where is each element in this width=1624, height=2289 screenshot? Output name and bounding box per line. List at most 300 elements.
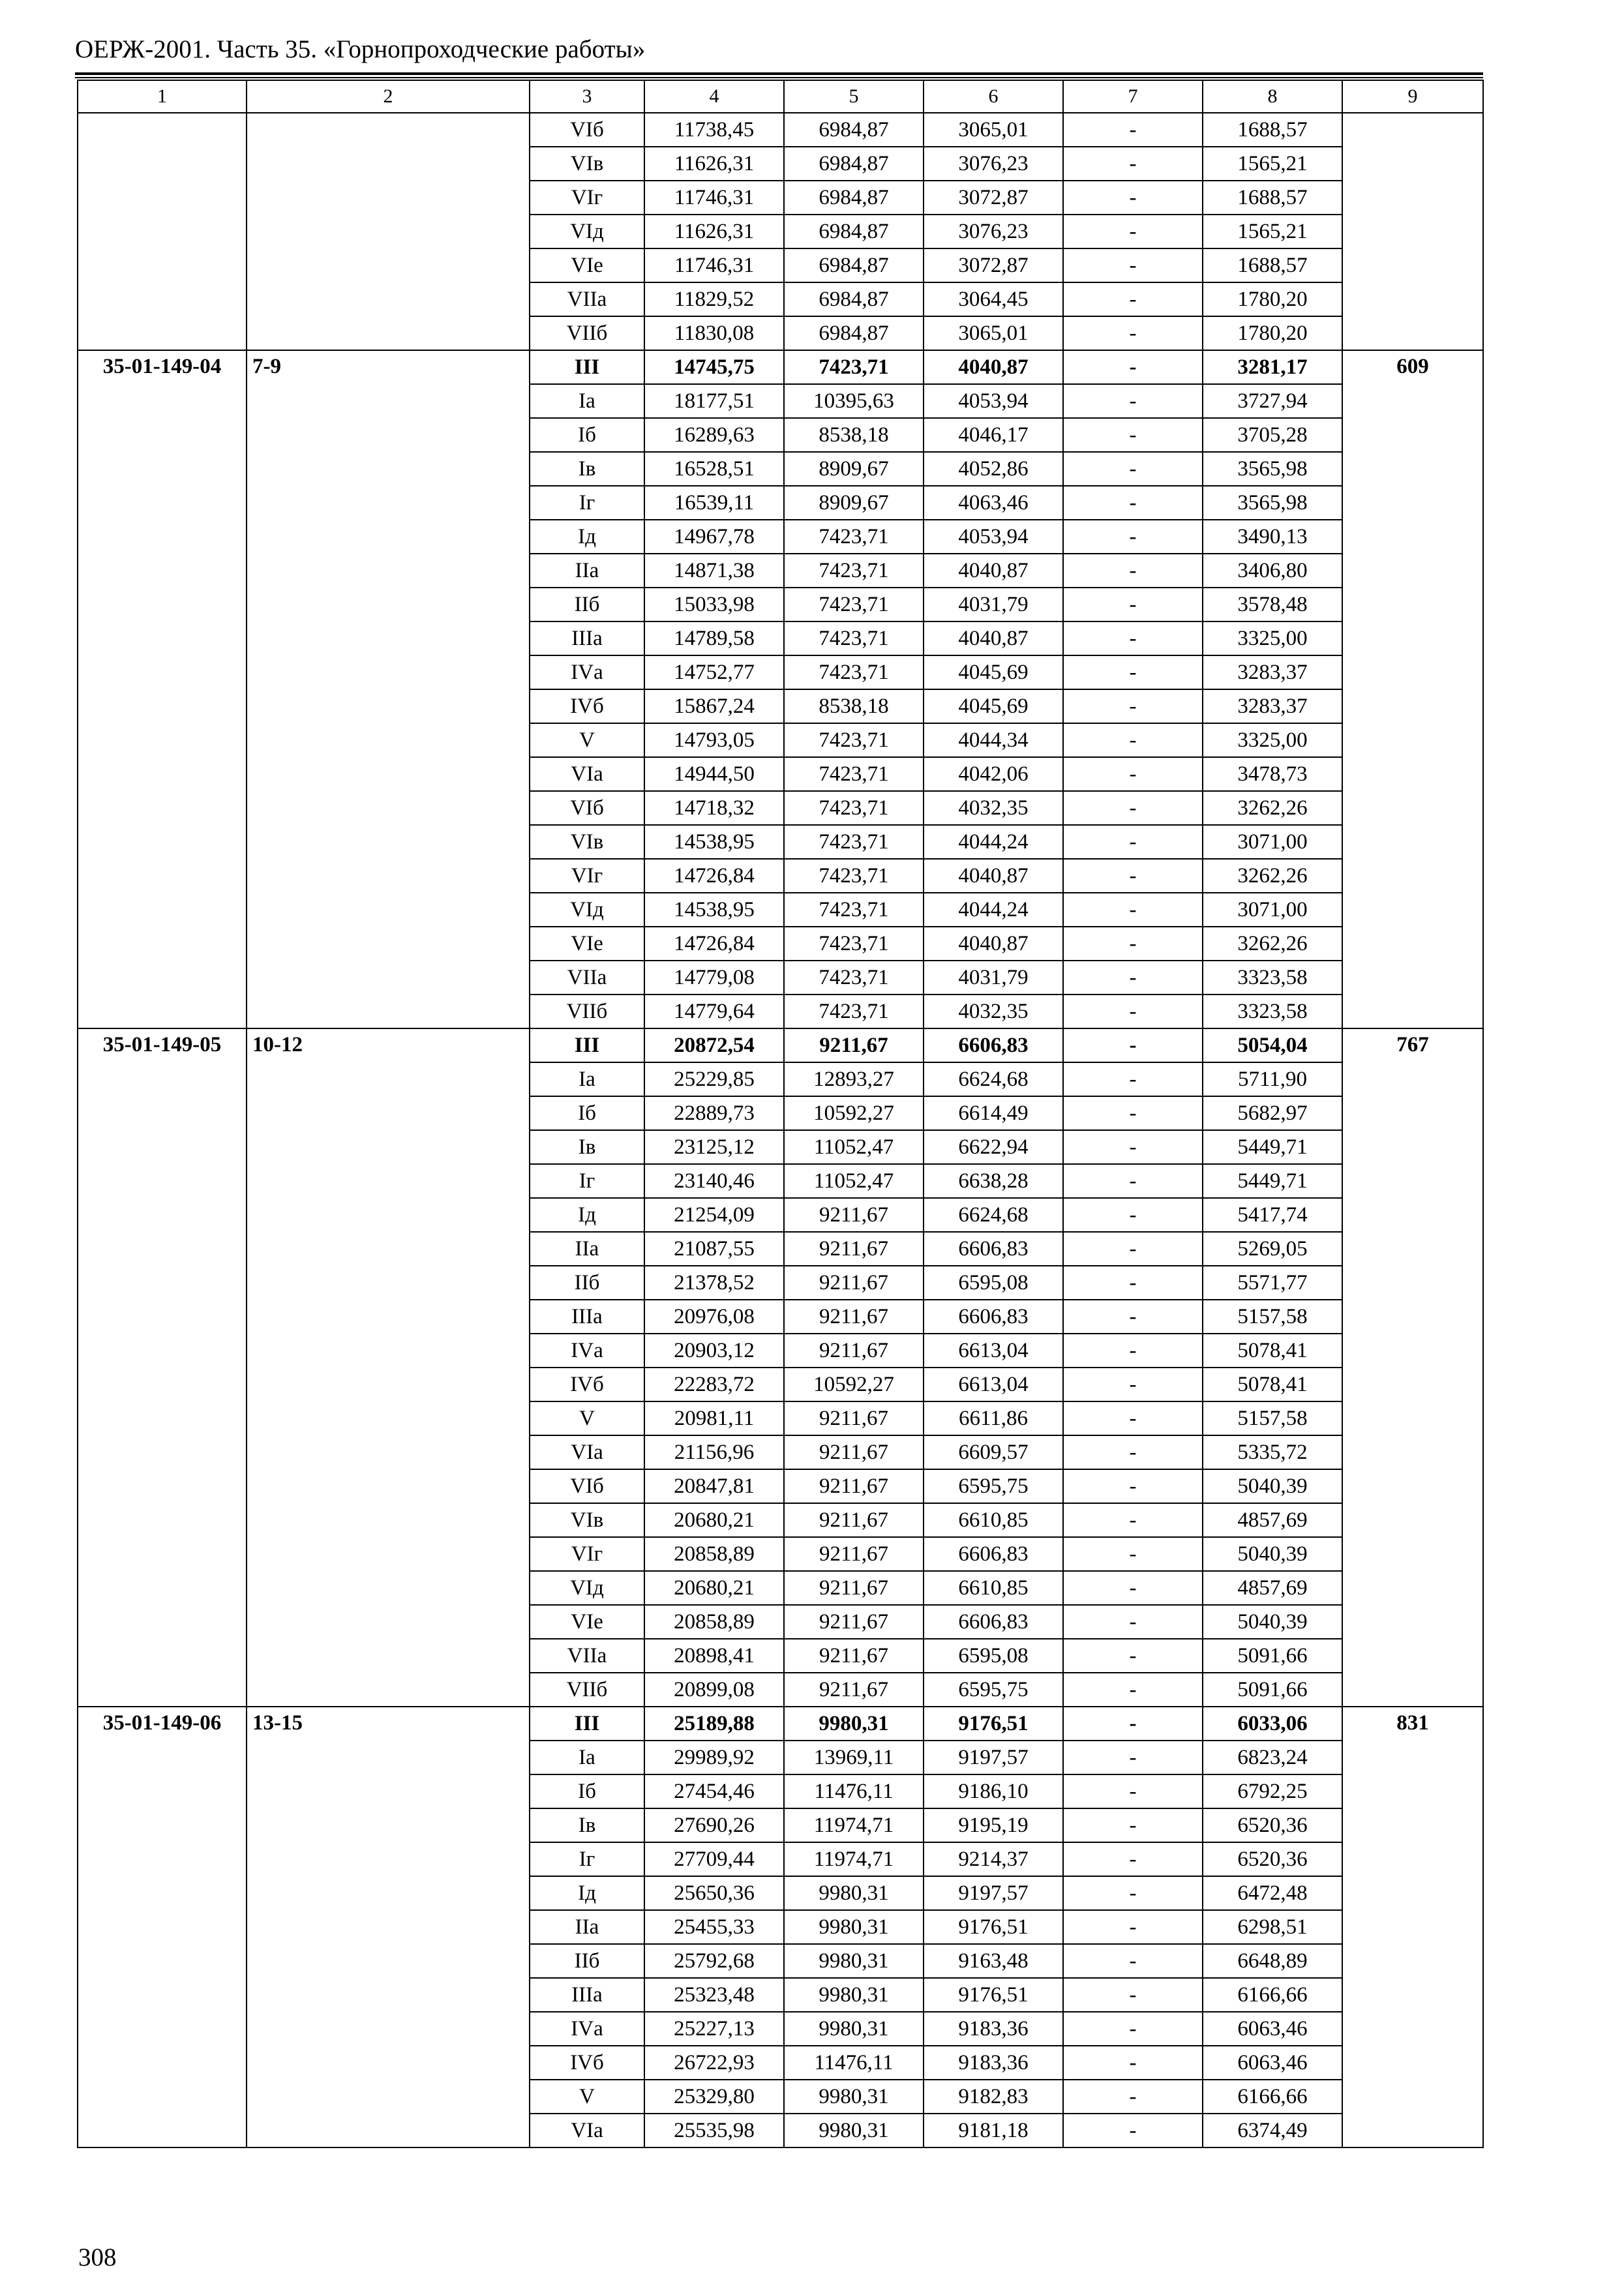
- materials-cell: 6166,66: [1203, 2080, 1342, 2114]
- machine-cost-cell: 6611,86: [924, 1401, 1063, 1435]
- position-cell: IIIа: [530, 621, 644, 655]
- total-cost-cell: 22889,73: [644, 1096, 784, 1130]
- materials-cell: 5335,72: [1203, 1435, 1342, 1469]
- total-cost-cell: 11626,31: [644, 147, 784, 181]
- materials-cell: 3323,58: [1203, 961, 1342, 995]
- materials-cell: 4857,69: [1203, 1503, 1342, 1537]
- materials-cell: 3578,48: [1203, 588, 1342, 621]
- driver-wages-cell: -: [1063, 1232, 1203, 1266]
- column-number-cell: 1: [78, 80, 247, 113]
- wages-cell: 9211,67: [784, 1605, 924, 1639]
- total-cost-cell: 25650,36: [644, 1876, 784, 1910]
- machine-cost-cell: 4031,79: [924, 588, 1063, 621]
- position-cell: VIб: [530, 1469, 644, 1503]
- machine-cost-cell: 3072,87: [924, 248, 1063, 282]
- machine-cost-cell: 9176,51: [924, 1910, 1063, 1944]
- column-number-cell: 7: [1063, 80, 1203, 113]
- materials-cell: 5571,77: [1203, 1266, 1342, 1300]
- wages-cell: 10395,63: [784, 384, 924, 418]
- machine-cost-cell: 4040,87: [924, 859, 1063, 893]
- driver-wages-cell: -: [1063, 452, 1203, 486]
- column-number-cell: 5: [784, 80, 924, 113]
- materials-cell: 3478,73: [1203, 757, 1342, 791]
- driver-wages-cell: -: [1063, 1639, 1203, 1673]
- count-cell: [1342, 113, 1483, 350]
- position-cell: VIIа: [530, 282, 644, 316]
- total-cost-cell: 20903,12: [644, 1334, 784, 1368]
- position-cell: IIа: [530, 554, 644, 588]
- machine-cost-cell: 6595,75: [924, 1469, 1063, 1503]
- machine-cost-cell: 4044,24: [924, 893, 1063, 927]
- driver-wages-cell: -: [1063, 1130, 1203, 1164]
- materials-cell: 3490,13: [1203, 520, 1342, 554]
- position-cell: VIб: [530, 791, 644, 825]
- position-cell: VIв: [530, 825, 644, 859]
- position-cell: IIIа: [530, 1978, 644, 2012]
- wages-cell: 7423,71: [784, 588, 924, 621]
- machine-cost-cell: 6613,04: [924, 1334, 1063, 1368]
- machine-cost-cell: 9181,18: [924, 2114, 1063, 2147]
- materials-cell: 5157,58: [1203, 1300, 1342, 1334]
- driver-wages-cell: -: [1063, 1808, 1203, 1842]
- total-cost-cell: 16539,11: [644, 486, 784, 520]
- wages-cell: 9211,67: [784, 1232, 924, 1266]
- wages-cell: 6984,87: [784, 248, 924, 282]
- materials-cell: 3565,98: [1203, 486, 1342, 520]
- position-cell: VIг: [530, 1537, 644, 1571]
- position-cell: VIв: [530, 1503, 644, 1537]
- machine-cost-cell: 4042,06: [924, 757, 1063, 791]
- materials-cell: 3071,00: [1203, 825, 1342, 859]
- total-cost-cell: 21087,55: [644, 1232, 784, 1266]
- materials-cell: 5682,97: [1203, 1096, 1342, 1130]
- machine-cost-cell: 9163,48: [924, 1944, 1063, 1978]
- wages-cell: 7423,71: [784, 655, 924, 689]
- driver-wages-cell: -: [1063, 2046, 1203, 2080]
- wages-cell: 10592,27: [784, 1368, 924, 1401]
- wages-cell: 9980,31: [784, 2012, 924, 2046]
- driver-wages-cell: -: [1063, 350, 1203, 384]
- machine-cost-cell: 9183,36: [924, 2012, 1063, 2046]
- page-title: ОЕРЖ-2001. Часть 35. «Горнопроходческие работы»: [75, 35, 646, 63]
- materials-cell: 3325,00: [1203, 621, 1342, 655]
- driver-wages-cell: -: [1063, 588, 1203, 621]
- count-cell: 831: [1342, 1707, 1483, 2147]
- position-cell: V: [530, 1401, 644, 1435]
- materials-cell: 1780,20: [1203, 316, 1342, 350]
- driver-wages-cell: -: [1063, 1537, 1203, 1571]
- machine-cost-cell: 4044,34: [924, 723, 1063, 757]
- total-cost-cell: 25535,98: [644, 2114, 784, 2147]
- total-cost-cell: 21378,52: [644, 1266, 784, 1300]
- position-cell: VIд: [530, 893, 644, 927]
- materials-cell: 6033,06: [1203, 1707, 1342, 1741]
- materials-cell: 3262,26: [1203, 927, 1342, 961]
- total-cost-cell: 14718,32: [644, 791, 784, 825]
- total-cost-cell: 16528,51: [644, 452, 784, 486]
- machine-cost-cell: 4032,35: [924, 995, 1063, 1028]
- position-cell: Iа: [530, 1062, 644, 1096]
- materials-cell: 3325,00: [1203, 723, 1342, 757]
- machine-cost-cell: 6606,83: [924, 1300, 1063, 1334]
- materials-cell: 3727,94: [1203, 384, 1342, 418]
- driver-wages-cell: -: [1063, 248, 1203, 282]
- count-cell: 609: [1342, 350, 1483, 1028]
- table-row: [78, 350, 1483, 384]
- total-cost-cell: 18177,51: [644, 384, 784, 418]
- materials-cell: 6823,24: [1203, 1741, 1342, 1774]
- total-cost-cell: 11830,08: [644, 316, 784, 350]
- total-cost-cell: 14538,95: [644, 825, 784, 859]
- total-cost-cell: 29989,92: [644, 1741, 784, 1774]
- total-cost-cell: 14944,50: [644, 757, 784, 791]
- wages-cell: 11476,11: [784, 2046, 924, 2080]
- wages-cell: 11974,71: [784, 1842, 924, 1876]
- driver-wages-cell: -: [1063, 1944, 1203, 1978]
- machine-cost-cell: 3064,45: [924, 282, 1063, 316]
- total-cost-cell: 14967,78: [644, 520, 784, 554]
- driver-wages-cell: -: [1063, 418, 1203, 452]
- total-cost-cell: 14779,64: [644, 995, 784, 1028]
- materials-cell: 1565,21: [1203, 215, 1342, 248]
- position-cell: VIд: [530, 215, 644, 248]
- driver-wages-cell: -: [1063, 1198, 1203, 1232]
- wages-cell: 7423,71: [784, 520, 924, 554]
- machine-cost-cell: 6595,75: [924, 1673, 1063, 1707]
- total-cost-cell: 20680,21: [644, 1503, 784, 1537]
- position-cell: Iв: [530, 1808, 644, 1842]
- position-cell: VIе: [530, 927, 644, 961]
- wages-cell: 9211,67: [784, 1639, 924, 1673]
- machine-cost-cell: 6595,08: [924, 1639, 1063, 1673]
- materials-cell: 3071,00: [1203, 893, 1342, 927]
- machine-cost-cell: 9183,36: [924, 2046, 1063, 2080]
- wages-cell: 9211,67: [784, 1334, 924, 1368]
- materials-cell: 3281,17: [1203, 350, 1342, 384]
- position-cell: IVа: [530, 2012, 644, 2046]
- position-cell: IIа: [530, 1232, 644, 1266]
- driver-wages-cell: -: [1063, 2114, 1203, 2147]
- position-cell: IIб: [530, 588, 644, 621]
- driver-wages-cell: -: [1063, 282, 1203, 316]
- driver-wages-cell: -: [1063, 757, 1203, 791]
- materials-cell: 6374,49: [1203, 2114, 1342, 2147]
- driver-wages-cell: -: [1063, 1774, 1203, 1808]
- driver-wages-cell: -: [1063, 893, 1203, 927]
- range-cell: 10-12: [247, 1028, 530, 1707]
- driver-wages-cell: -: [1063, 1334, 1203, 1368]
- wages-cell: 6984,87: [784, 147, 924, 181]
- total-cost-cell: 11746,31: [644, 248, 784, 282]
- wages-cell: 6984,87: [784, 282, 924, 316]
- materials-cell: 5449,71: [1203, 1164, 1342, 1198]
- machine-cost-cell: 6595,08: [924, 1266, 1063, 1300]
- machine-cost-cell: 4040,87: [924, 927, 1063, 961]
- wages-cell: 9211,67: [784, 1537, 924, 1571]
- code-cell: [78, 113, 247, 350]
- page-number: 308: [78, 2243, 117, 2271]
- materials-cell: 6298,51: [1203, 1910, 1342, 1944]
- materials-cell: 1688,57: [1203, 181, 1342, 215]
- machine-cost-cell: 4053,94: [924, 520, 1063, 554]
- position-cell: III: [530, 350, 644, 384]
- total-cost-cell: 25229,85: [644, 1062, 784, 1096]
- driver-wages-cell: -: [1063, 1673, 1203, 1707]
- materials-cell: 6063,46: [1203, 2012, 1342, 2046]
- materials-cell: 6063,46: [1203, 2046, 1342, 2080]
- machine-cost-cell: 6638,28: [924, 1164, 1063, 1198]
- wages-cell: 8909,67: [784, 486, 924, 520]
- driver-wages-cell: -: [1063, 825, 1203, 859]
- wages-cell: 9980,31: [784, 1944, 924, 1978]
- wages-cell: 7423,71: [784, 723, 924, 757]
- header-rule-thin: [75, 77, 1483, 78]
- driver-wages-cell: -: [1063, 1300, 1203, 1334]
- position-cell: Iг: [530, 1842, 644, 1876]
- driver-wages-cell: -: [1063, 316, 1203, 350]
- total-cost-cell: 25455,33: [644, 1910, 784, 1944]
- position-cell: VIг: [530, 859, 644, 893]
- table-row: [78, 113, 1483, 147]
- wages-cell: 9211,67: [784, 1435, 924, 1469]
- machine-cost-cell: 4044,24: [924, 825, 1063, 859]
- materials-cell: 1565,21: [1203, 147, 1342, 181]
- position-cell: Iб: [530, 418, 644, 452]
- driver-wages-cell: -: [1063, 1368, 1203, 1401]
- position-cell: Iв: [530, 1130, 644, 1164]
- total-cost-cell: 14752,77: [644, 655, 784, 689]
- wages-cell: 7423,71: [784, 893, 924, 927]
- machine-cost-cell: 3065,01: [924, 113, 1063, 147]
- position-cell: VIв: [530, 147, 644, 181]
- driver-wages-cell: -: [1063, 1266, 1203, 1300]
- driver-wages-cell: -: [1063, 1910, 1203, 1944]
- driver-wages-cell: -: [1063, 995, 1203, 1028]
- driver-wages-cell: -: [1063, 520, 1203, 554]
- column-number-cell: 6: [924, 80, 1063, 113]
- materials-cell: 6792,25: [1203, 1774, 1342, 1808]
- driver-wages-cell: -: [1063, 961, 1203, 995]
- position-cell: Iа: [530, 384, 644, 418]
- driver-wages-cell: -: [1063, 621, 1203, 655]
- range-cell: 13-15: [247, 1707, 530, 2147]
- total-cost-cell: 14779,08: [644, 961, 784, 995]
- driver-wages-cell: -: [1063, 1605, 1203, 1639]
- position-cell: VIIб: [530, 316, 644, 350]
- position-cell: IIа: [530, 1910, 644, 1944]
- total-cost-cell: 20680,21: [644, 1571, 784, 1605]
- materials-cell: 3406,80: [1203, 554, 1342, 588]
- total-cost-cell: 11626,31: [644, 215, 784, 248]
- total-cost-cell: 20981,11: [644, 1401, 784, 1435]
- materials-cell: 3565,98: [1203, 452, 1342, 486]
- materials-cell: 5040,39: [1203, 1605, 1342, 1639]
- materials-cell: 5711,90: [1203, 1062, 1342, 1096]
- table-row: [78, 1707, 1483, 1741]
- machine-cost-cell: 3065,01: [924, 316, 1063, 350]
- position-cell: VIа: [530, 1435, 644, 1469]
- wages-cell: 9980,31: [784, 2114, 924, 2147]
- wages-cell: 11052,47: [784, 1130, 924, 1164]
- materials-cell: 5078,41: [1203, 1368, 1342, 1401]
- total-cost-cell: 27454,46: [644, 1774, 784, 1808]
- materials-cell: 1780,20: [1203, 282, 1342, 316]
- total-cost-cell: 27690,26: [644, 1808, 784, 1842]
- wages-cell: 7423,71: [784, 757, 924, 791]
- position-cell: VIа: [530, 2114, 644, 2147]
- machine-cost-cell: 9186,10: [924, 1774, 1063, 1808]
- total-cost-cell: 15033,98: [644, 588, 784, 621]
- position-cell: V: [530, 723, 644, 757]
- driver-wages-cell: -: [1063, 1741, 1203, 1774]
- position-cell: VIе: [530, 248, 644, 282]
- code-cell: 35-01-149-06: [78, 1707, 247, 2147]
- materials-cell: 5040,39: [1203, 1537, 1342, 1571]
- machine-cost-cell: 6606,83: [924, 1028, 1063, 1062]
- materials-cell: 5157,58: [1203, 1401, 1342, 1435]
- wages-cell: 11052,47: [784, 1164, 924, 1198]
- driver-wages-cell: -: [1063, 689, 1203, 723]
- wages-cell: 6984,87: [784, 181, 924, 215]
- position-cell: Iб: [530, 1774, 644, 1808]
- wages-cell: 7423,71: [784, 859, 924, 893]
- wages-cell: 6984,87: [784, 316, 924, 350]
- total-cost-cell: 14726,84: [644, 927, 784, 961]
- materials-cell: 5054,04: [1203, 1028, 1342, 1062]
- position-cell: VIб: [530, 113, 644, 147]
- position-cell: VIIб: [530, 995, 644, 1028]
- position-cell: IVб: [530, 1368, 644, 1401]
- machine-cost-cell: 4031,79: [924, 961, 1063, 995]
- machine-cost-cell: 4063,46: [924, 486, 1063, 520]
- materials-cell: 5091,66: [1203, 1673, 1342, 1707]
- position-cell: VIIа: [530, 1639, 644, 1673]
- position-cell: Iд: [530, 1876, 644, 1910]
- position-cell: IVа: [530, 1334, 644, 1368]
- driver-wages-cell: -: [1063, 1503, 1203, 1537]
- materials-cell: 3323,58: [1203, 995, 1342, 1028]
- materials-cell: 3283,37: [1203, 689, 1342, 723]
- total-cost-cell: 26722,93: [644, 2046, 784, 2080]
- driver-wages-cell: -: [1063, 1096, 1203, 1130]
- driver-wages-cell: -: [1063, 1571, 1203, 1605]
- driver-wages-cell: -: [1063, 113, 1203, 147]
- column-number-row: [78, 80, 1483, 113]
- wages-cell: 7423,71: [784, 961, 924, 995]
- total-cost-cell: 25227,13: [644, 2012, 784, 2046]
- wages-cell: 10592,27: [784, 1096, 924, 1130]
- driver-wages-cell: -: [1063, 181, 1203, 215]
- materials-cell: 6648,89: [1203, 1944, 1342, 1978]
- position-cell: IIб: [530, 1266, 644, 1300]
- wages-cell: 13969,11: [784, 1741, 924, 1774]
- machine-cost-cell: 4045,69: [924, 655, 1063, 689]
- materials-cell: 5091,66: [1203, 1639, 1342, 1673]
- driver-wages-cell: -: [1063, 723, 1203, 757]
- wages-cell: 7423,71: [784, 621, 924, 655]
- machine-cost-cell: 3072,87: [924, 181, 1063, 215]
- driver-wages-cell: -: [1063, 2012, 1203, 2046]
- wages-cell: 11476,11: [784, 1774, 924, 1808]
- machine-cost-cell: 6606,83: [924, 1232, 1063, 1266]
- machine-cost-cell: 4045,69: [924, 689, 1063, 723]
- wages-cell: 9211,67: [784, 1469, 924, 1503]
- driver-wages-cell: -: [1063, 1401, 1203, 1435]
- machine-cost-cell: 9182,83: [924, 2080, 1063, 2114]
- machine-cost-cell: 4032,35: [924, 791, 1063, 825]
- position-cell: VIIб: [530, 1673, 644, 1707]
- total-cost-cell: 20898,41: [644, 1639, 784, 1673]
- rates-table: [77, 80, 1484, 2148]
- position-cell: Iд: [530, 1198, 644, 1232]
- position-cell: VIе: [530, 1605, 644, 1639]
- materials-cell: 3262,26: [1203, 791, 1342, 825]
- total-cost-cell: 14538,95: [644, 893, 784, 927]
- driver-wages-cell: -: [1063, 1842, 1203, 1876]
- driver-wages-cell: -: [1063, 655, 1203, 689]
- machine-cost-cell: 6624,68: [924, 1198, 1063, 1232]
- position-cell: VIIа: [530, 961, 644, 995]
- position-cell: Iг: [530, 486, 644, 520]
- total-cost-cell: 21254,09: [644, 1198, 784, 1232]
- materials-cell: 3283,37: [1203, 655, 1342, 689]
- machine-cost-cell: 3076,23: [924, 215, 1063, 248]
- driver-wages-cell: -: [1063, 1435, 1203, 1469]
- position-cell: V: [530, 2080, 644, 2114]
- position-cell: IVа: [530, 655, 644, 689]
- driver-wages-cell: -: [1063, 1028, 1203, 1062]
- wages-cell: 9980,31: [784, 1707, 924, 1741]
- materials-cell: 6166,66: [1203, 1978, 1342, 2012]
- machine-cost-cell: 6606,83: [924, 1537, 1063, 1571]
- machine-cost-cell: 9197,57: [924, 1876, 1063, 1910]
- machine-cost-cell: 4040,87: [924, 554, 1063, 588]
- total-cost-cell: 20858,89: [644, 1605, 784, 1639]
- code-cell: 35-01-149-05: [78, 1028, 247, 1707]
- machine-cost-cell: 4052,86: [924, 452, 1063, 486]
- position-cell: III: [530, 1028, 644, 1062]
- driver-wages-cell: -: [1063, 859, 1203, 893]
- materials-cell: 5449,71: [1203, 1130, 1342, 1164]
- machine-cost-cell: 6610,85: [924, 1571, 1063, 1605]
- driver-wages-cell: -: [1063, 215, 1203, 248]
- total-cost-cell: 14726,84: [644, 859, 784, 893]
- wages-cell: 7423,71: [784, 791, 924, 825]
- machine-cost-cell: 4046,17: [924, 418, 1063, 452]
- total-cost-cell: 20858,89: [644, 1537, 784, 1571]
- total-cost-cell: 16289,63: [644, 418, 784, 452]
- driver-wages-cell: -: [1063, 1707, 1203, 1741]
- machine-cost-cell: 6610,85: [924, 1503, 1063, 1537]
- position-cell: VIд: [530, 1571, 644, 1605]
- machine-cost-cell: 9195,19: [924, 1808, 1063, 1842]
- total-cost-cell: 11746,31: [644, 181, 784, 215]
- column-number-cell: 8: [1203, 80, 1342, 113]
- range-cell: [247, 113, 530, 350]
- driver-wages-cell: -: [1063, 1876, 1203, 1910]
- driver-wages-cell: -: [1063, 2080, 1203, 2114]
- wages-cell: 12893,27: [784, 1062, 924, 1096]
- total-cost-cell: 23140,46: [644, 1164, 784, 1198]
- total-cost-cell: 25792,68: [644, 1944, 784, 1978]
- wages-cell: 8909,67: [784, 452, 924, 486]
- table-row: [78, 1028, 1483, 1062]
- machine-cost-cell: 6609,57: [924, 1435, 1063, 1469]
- code-cell: 35-01-149-04: [78, 350, 247, 1028]
- total-cost-cell: 25329,80: [644, 2080, 784, 2114]
- total-cost-cell: 14745,75: [644, 350, 784, 384]
- header-rule-thick: [75, 72, 1483, 75]
